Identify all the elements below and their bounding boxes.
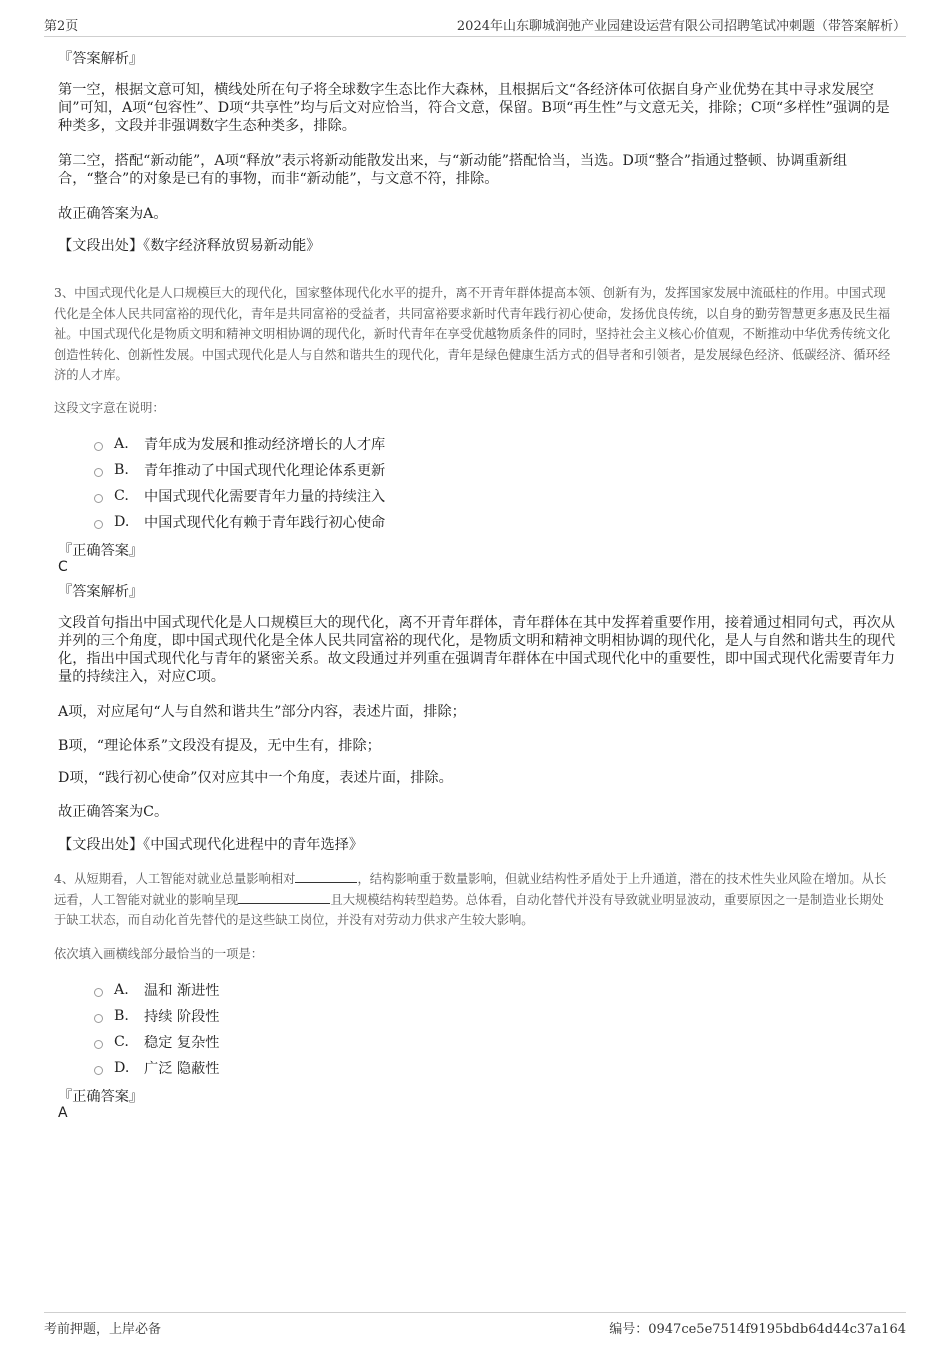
radio-icon[interactable] <box>94 1014 103 1023</box>
page-number: 第2页 <box>44 19 79 34</box>
q3-stem: 3、中国式现代化是人口规模巨大的现代化，国家整体现代化水平的提升，离不开青年群体提高本领、创新有为，发挥国家发展中流砥柱的作用。中国式现代化是全体人民共同富裕的现代化，青年是共同富裕的受益者，共同富裕要求新时代青年践行初心使命，发扬优良传统，以自身的勤劳智慧更多惠及民生福祉。中国式现代化是物质文明和精神文明相协调的现代化，新时代青年在享受优越物质条件的同时，坚持社会主义核心价值观，不断推动中华优秀传统文化创造性转化、创新性发展。中国式现代化是人与自然和谐共生的现代化，青年是绿色健康生活方式的倡导者和引领者，是发展绿色经济、低碳经济、循环经济的人才库。 <box>54 286 891 382</box>
q2-analysis-para1: 第一空，根据文意可知，横线处所在句子将全球数字生态比作大森林，且根据后文“各经济体可依据自身产业优势在其中寻求发展空间”可知，A项“包容性”、D项“共享性”均与后文对应恰当，符合文意，保留。B项“再生性”与文意无关，排除；C项“多样性”强调的是种类多，文段并非强调数字生态种类多，排除。 <box>58 82 890 134</box>
q3-note-b: B项，“理论体系”文段没有提及，无中生有，排除； <box>58 738 381 754</box>
q4-prompt: 依次填入画横线部分最恰当的一项是： <box>54 947 264 961</box>
q4-option-c[interactable]: C. 稳定 复杂性 <box>94 1029 219 1055</box>
footer-slogan: 考前押题，上岸必备 <box>44 1322 162 1337</box>
q2-analysis-label: 『答案解析』 <box>58 51 144 67</box>
q4-option-d[interactable]: D. 广泛 隐蔽性 <box>94 1055 219 1081</box>
q2-source: 【文段出处】《数字经济释放贸易新动能》 <box>58 238 321 254</box>
q3-analysis: 文段首句指出中国式现代化是人口规模巨大的现代化，离不开青年群体，青年群体在其中发挥着重要作用，接着通过相同句式，再次从并列的三个角度，即中国式现代化是全体人民共同富裕的现代化，是物质文明和精神文明相协调的现代化，是人与自然和谐共生的现代化，指出中国式现代化与青年的紧密关系。故文段通过并列重在强调青年群体在中国式现代化中的重要性，即中国式现代化需要青年力量的持续注入，对应C项。 <box>58 615 896 685</box>
q4-option-a[interactable]: A. 温和 渐进性 <box>94 977 219 1003</box>
page-header <box>44 12 906 37</box>
radio-icon[interactable] <box>94 988 103 997</box>
q2-analysis-para2: 第二空，搭配“新动能”，A项“释放”表示将新动能散发出来，与“新动能”搭配恰当，当选。D项“整合”指通过整顿、协调重新组合，“整合”的对象是已有的事物，而非“新动能”，与文意不符，排除。 <box>58 153 848 187</box>
q4-options <box>94 977 219 1081</box>
q4-correct-label: 『正确答案』 <box>58 1089 144 1105</box>
q3-analysis-label: 『答案解析』 <box>58 584 144 600</box>
q3-option-a[interactable]: A. 青年成为发展和推动经济增长的人才库 <box>94 431 385 457</box>
radio-icon[interactable] <box>94 494 103 503</box>
radio-icon[interactable] <box>94 1066 103 1075</box>
q3-prompt: 这段文字意在说明： <box>54 401 165 415</box>
q3-answer: C <box>58 559 68 575</box>
radio-icon[interactable] <box>94 1040 103 1049</box>
q3-option-b[interactable]: B. 青年推动了中国式现代化理论体系更新 <box>94 457 385 483</box>
blank-2 <box>238 891 330 904</box>
radio-icon[interactable] <box>94 442 103 451</box>
radio-icon[interactable] <box>94 520 103 529</box>
q4-stem: 4、从短期看，人工智能对就业总量影响相对 ，结构影响重于数量影响，但就业结构性矛盾处于上升通道，潜在的技术性失业风险在增加。从长远看，人工智能对就业的影响呈现 且大规模结构转型趋势。总体看，自动化替代并没有导致就业明显波动，重要原因之一是制造业长期处于缺工状态，而自动化首先替代的是这些缺工岗位，并没有对劳动力供求产生较大影响。 <box>54 872 887 927</box>
q2-conclusion: 故正确答案为A。 <box>58 206 168 222</box>
q3-conclusion: 故正确答案为C。 <box>58 804 169 820</box>
page-footer <box>44 1312 906 1337</box>
document-title: 2024年山东聊城润弛产业园建设运营有限公司招聘笔试冲刺题（带答案解析） <box>456 19 906 34</box>
q3-note-a: A项，对应尾句“人与自然和谐共生”部分内容，表述片面，排除； <box>58 704 466 720</box>
blank-1 <box>295 870 357 883</box>
radio-icon[interactable] <box>94 468 103 477</box>
q3-option-c[interactable]: C. 中国式现代化需要青年力量的持续注入 <box>94 483 385 509</box>
q4-option-b[interactable]: B. 持续 阶段性 <box>94 1003 219 1029</box>
q3-correct-label: 『正确答案』 <box>58 543 144 559</box>
q4-answer: A <box>58 1105 68 1121</box>
q3-option-d[interactable]: D. 中国式现代化有赖于青年践行初心使命 <box>94 509 385 535</box>
q3-note-d: D项，“践行初心使命”仅对应其中一个角度，表述片面，排除。 <box>58 770 453 786</box>
document-id: 编号：0947ce5e7514f9195bdb64d44c37a164 <box>609 1322 906 1337</box>
q3-source: 【文段出处】《中国式现代化进程中的青年选择》 <box>58 837 364 853</box>
q3-options <box>94 431 385 535</box>
